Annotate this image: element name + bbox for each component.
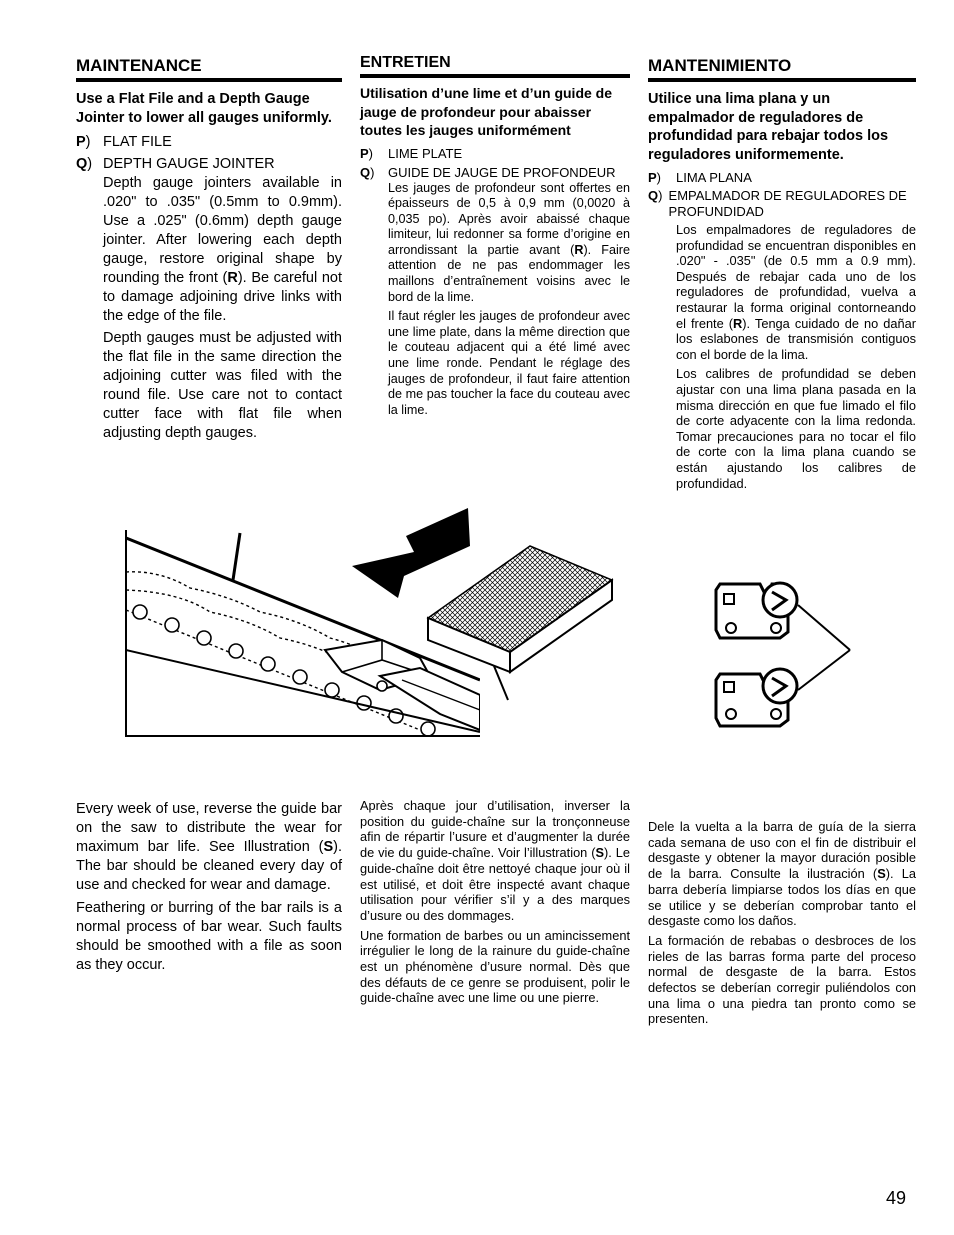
entretien-lower-para-1: Après chaque jour d’utilisation, inverser la position du guide-chaîne sur la tronçonneuse afin de répartir l’usure et d’augmenter la durée de vie du guide-chaîne. Voir l’illustration (S). Le guide-chaîne doit être nettoyé chaque jour où il est utilisé, et doit être inspecté avant chaque utilisation pour vérifier s’il y a des marques d’usure ou des dommages.	[360, 798, 630, 923]
maintenance-lower	[76, 800, 342, 979]
guide-bar-chain	[126, 538, 480, 736]
depth-gauge-detail-icon	[716, 583, 850, 726]
item-p-key: P	[360, 145, 369, 161]
entretien-para-1: Les jauges de profondeur sont offertes en épaisseurs de 0,5 à 0,9 mm (0,0020 à 0,035 po). Après avoir abaissé chaque limiteur, lui redonner sa forme d’origine en arrondissant la partie avant (R). Faire attention de ne pas endommager les maillons d’entraînement voisins avec le bord de la lime.	[388, 180, 630, 304]
mantenimiento-heading: MANTENIMIENTO	[648, 56, 916, 82]
entretien-para-2: Il faut régler les jauges de profondeur avec une lime plate, dans la même direction que le couteau adjacent qui a été limé avec une lime ronde. Pendant le réglage des jauges de profondeur, il faut faire attention de me pas toucher la face du couteau avec la lime.	[388, 309, 630, 417]
maintenance-lower-para-1: Every week of use, reverse the guide bar on the saw to distribute the wear for maximum bar life. See Illustration (S). The bar should be cleaned every day of use and checked for wear and damage.	[76, 801, 342, 893]
mantenimiento-section	[648, 56, 916, 495]
entretien-section	[360, 54, 630, 422]
maintenance-heading: MAINTENANCE	[76, 56, 342, 82]
item-p: P) FLAT FILE	[76, 134, 172, 150]
item-q-text: DEPTH GAUGE JOINTER	[103, 156, 275, 172]
entretien-intro: Utilisation d’une lime et d’un guide de jauge de profondeur pour abaisser toutes les jauges uniformément	[360, 85, 613, 138]
item-q: Q) DEPTH GAUGE JOINTER	[76, 156, 275, 172]
mantenimiento-para-1: Los empalmadores de reguladores de profundidad se encuentran disponibles en .020" - .035" (de 0.5 mm a 0.9 mm). Después de rebajar cada uno de los reguladores de profundidad, vuelva a restaurar la forma original contorneando el frente (R). Tenga cuidado de no dañar los eslabones de transmisión contiguos con el borde de la lima.	[676, 222, 916, 362]
entretien-lower-para-2: Une formation de barbes ou un amincissement irrégulier le long de la rainure du guide-chaîne est un phénomène d’usure normal. Dès que des défauts de ce genre se produisent, polir le guide-chaîne avec une lime ou une pierre.	[360, 927, 630, 1006]
mantenimiento-lower-para-2: La formación de rebabas o desbroces de los rieles de las barras forma parte del proceso normal de desgaste de la barra. Estos defectos se deberían corregir puliéndolos con una lima o una piedra tan pronto como se presenten.	[648, 932, 916, 1027]
page-number: 49	[886, 1188, 907, 1208]
maintenance-lower-para-2: Feathering or burring of the bar rails is a normal process of bar wear. Such faults should be smoothed with a file as soon as they occur.	[76, 900, 342, 973]
item-p: P) LIME PLATE	[360, 145, 463, 161]
mantenimiento-lower-para-1: Dele la vuelta a la barra de guía de la sierra cada semana de uso con el fin de distribuir el desgaste y obtener la mayor duración posible de la barra. Consulte la ilustración (S). La barra debería limpiarse todos los días en que se utilice y se deberían comprobar tanto el desgaste como los daños.	[648, 819, 917, 929]
item-q-text: GUIDE DE JAUGE DE PROFONDEUR	[388, 164, 616, 180]
direction-arrow-icon	[352, 508, 470, 598]
maintenance-intro: Use a Flat File and a Depth Gauge Jointer to lower all gauges uniformly.	[76, 91, 332, 126]
maintenance-section	[76, 56, 342, 446]
item-p-text: FLAT FILE	[103, 134, 172, 150]
item-p-text: LIME PLATE	[388, 145, 463, 161]
entretien-lower	[360, 798, 630, 1010]
item-q-key: Q	[648, 188, 659, 203]
maintenance-para-2: Depth gauges must be adjusted with the flat file in the same direction the adjoining cutter was filed with the round file. Use care not to contact cutter face with flat file when adjusting depth gauges.	[103, 330, 342, 441]
item-p-text: LIMA PLANA	[676, 170, 752, 185]
item-p-key: P	[76, 134, 86, 150]
item-p: P) LIMA PLANA	[648, 170, 752, 185]
item-q-key: Q	[76, 156, 88, 172]
flat-file-icon	[428, 546, 612, 700]
item-q-text: EMPALMADOR DE REGULADORES DE PROFUNDIDAD	[668, 188, 907, 219]
entretien-heading: ENTRETIEN	[360, 54, 630, 78]
chain-file-depth-gauge-illustration-icon	[120, 500, 860, 745]
item-q-key: Q	[360, 164, 371, 180]
mantenimiento-intro: Utilice una lima plana y un empalmador de reguladores de profundidad para rebajar todos los reguladores uniformemente.	[648, 91, 889, 163]
item-q: Q) GUIDE DE JAUGE DE PROFONDEUR	[360, 164, 616, 180]
item-p-key: P	[648, 170, 657, 185]
mantenimiento-lower	[648, 819, 916, 1031]
mantenimiento-para-2: Los calibres de profundidad se deben ajustar con una lima plana pasada en la misma dirección en que fue limado el filo de corte adyacente con la lima redonda. Tomar precauciones para no tocar el filo de corte con la lima plana cuando se están ajustando los calibres de profundidad.	[676, 366, 916, 491]
item-q: Q) EMPALMADOR DE REGULADORES DE PROFUNDIDAD	[648, 188, 916, 220]
maintenance-para-1: Depth gauge jointers available in .020" to .035" (0.5mm to 0.9mm). Use a .025" (0.6mm) depth gauge jointer. After lowering each depth gauge, restore original shape by rounding the front (R). Be careful not to damage adjoining drive links with the edge of the file.	[103, 175, 342, 324]
